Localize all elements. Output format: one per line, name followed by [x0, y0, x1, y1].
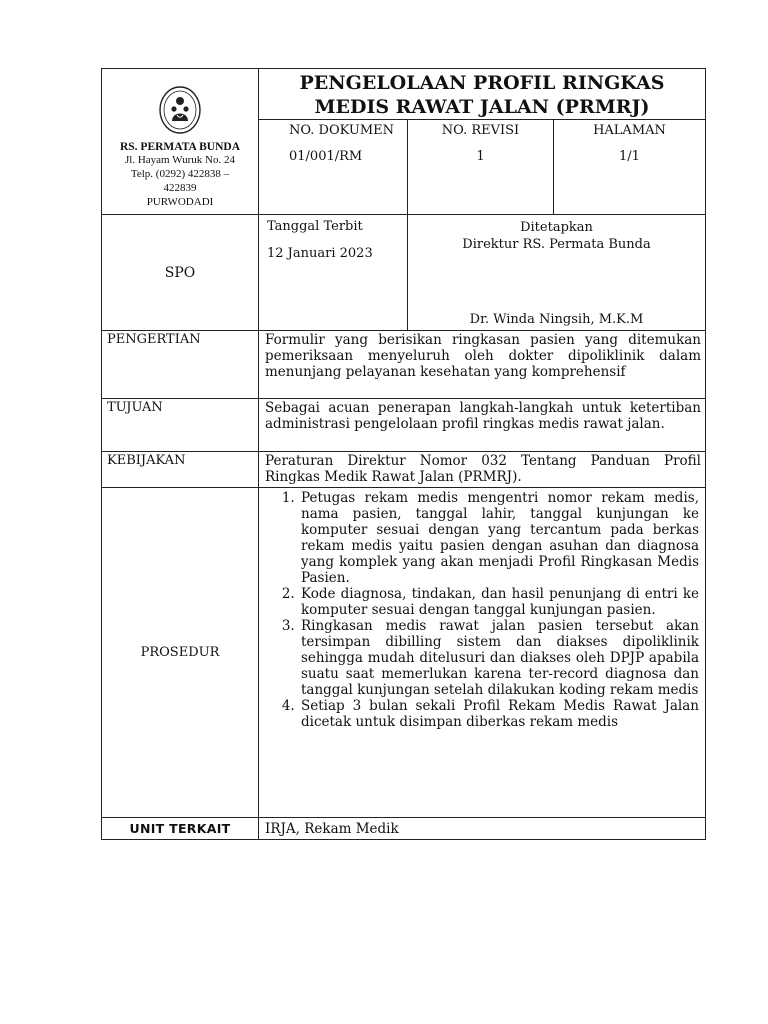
hospital-phone-ext: 422839 — [163, 182, 197, 194]
hospital-identity — [102, 69, 259, 215]
kebijakan-label: KEBIJAKAN — [102, 452, 259, 488]
pengertian-text: Formulir yang berisikan ringkasan pasien yang ditemukan pemeriksaan menyeluruh oleh dokter dipoliklinik dalam menunjang pelayanan kesehatan yang komprehensif — [259, 331, 706, 399]
issue-date-label: Tanggal Terbit — [267, 219, 363, 234]
hospital-name: RS. PERMATA BUNDA — [119, 141, 240, 153]
document-number-value: 01/001/RM — [289, 149, 363, 164]
approved-label: Ditetapkan — [520, 220, 593, 235]
document-title — [259, 69, 706, 120]
issue-date-cell — [259, 215, 408, 331]
revision-value: 1 — [476, 149, 485, 164]
unit-terkait-label: UNIT TERKAIT — [102, 818, 259, 840]
revision-label: NO. REVISI — [441, 123, 520, 138]
hospital-city: PURWODADI — [146, 196, 214, 208]
document-number-label: NO. DOKUMEN — [289, 123, 394, 138]
spo-label: SPO — [102, 215, 259, 331]
hospital-address: Jl. Hayam Wuruk No. 24 — [125, 154, 235, 166]
issue-date-value: 12 Januari 2023 — [267, 246, 373, 261]
prosedur-step-2: 2. Kode diagnosa, tindakan, dan hasil penunjang di entri ke komputer sesuai dengan tanggal kunjungan pasien. — [299, 586, 699, 618]
tujuan-text: Sebagai acuan penerapan langkah-langkah untuk ketertiban administrasi pengelolaan profil ringkas medis rawat jalan. — [259, 399, 706, 452]
revision-cell — [408, 120, 554, 215]
spo-table — [101, 68, 706, 840]
tujuan-label: TUJUAN — [102, 399, 259, 452]
prosedur-step-3: 3. Ringkasan medis rawat jalan pasien tersebut akan tersimpan dibilling sistem dan diakses dipoliklinik sehingga mudah ditelusuri dan diakses oleh DPJP apabila suatu saat memerlukan karena ter-record diagnosa dan tanggal kunjungan setelah dilakukan koding rekam medis — [299, 618, 699, 698]
hospital-phone: Telp. (0292) 422838 – — [130, 168, 230, 180]
approver-title: Direktur RS. Permata Bunda — [462, 237, 651, 252]
prosedur-steps — [259, 488, 706, 818]
prosedur-label: PROSEDUR — [102, 488, 259, 818]
approval-cell — [408, 215, 706, 331]
hospital-seal-icon — [155, 85, 205, 135]
document-number-cell — [259, 120, 408, 215]
prosedur-step-1: 1. Petugas rekam medis mengentri nomor rekam medis, nama pasien, tanggal lahir, tanggal kunjungan ke komputer sesuai dengan yang tercantum pada berkas rekam medis yaitu pasien dengan asuhan dan diagnosa yang komplek yang akan menjadi Profil Ringkasan Medis Pasien. — [299, 490, 699, 586]
prosedur-step-4: 4. Setiap 3 bulan sekali Profil Rekam Medis Rawat Jalan dicetak untuk disimpan diberkas rekam medis — [299, 698, 699, 730]
page-cell — [554, 120, 706, 215]
approver-name: Dr. Winda Ningsih, M.K.M — [469, 312, 644, 327]
unit-terkait-text: IRJA, Rekam Medik — [259, 818, 706, 840]
title-line-1: PENGELOLAAN PROFIL RINGKAS — [299, 72, 665, 94]
pengertian-label: PENGERTIAN — [102, 331, 259, 399]
page-label: HALAMAN — [593, 123, 666, 138]
kebijakan-text: Peraturan Direktur Nomor 032 Tentang Panduan Profil Ringkas Medik Rawat Jalan (PRMRJ). — [259, 452, 706, 488]
page-value: 1/1 — [619, 149, 640, 164]
title-line-2: MEDIS RAWAT JALAN (PRMRJ) — [314, 96, 650, 118]
